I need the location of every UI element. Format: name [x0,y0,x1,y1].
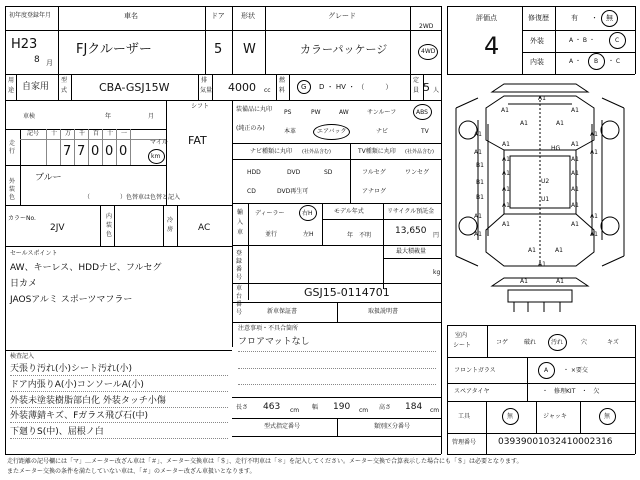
diagram-label: A1 [538,261,546,268]
ac-label: 冷房 [167,217,174,233]
seat-koge: コゲ [496,339,509,346]
recycle-fee-unit: 円 [433,232,440,239]
interior-seat-label-2: シート [453,342,472,349]
exterior-grade-c: C [615,37,620,44]
exterior-color-value: ブルー [35,173,62,183]
capacity-value: 5 [423,81,430,94]
car-name-value: FJクルーザー [76,42,152,57]
equip-leather: 本革 [284,128,297,135]
equip-abs: ABS [416,109,428,116]
equip-aw: AW [339,109,349,116]
car-check-year: 年 [105,113,112,120]
equip-ps: PS [284,109,292,116]
drive-4wd: 4WD [421,48,436,55]
shape-header: 形状 [241,12,255,20]
notes-label: 注意事項・不具合箇所 [238,325,299,332]
tv-analog: アナログ [362,188,387,195]
tv-type-header-sub: (社外品含む) [405,149,434,155]
tools-label: 工具 [458,413,471,420]
diagram-label: A1 [590,149,598,156]
import-label-3: 車 [237,229,244,236]
registration-number-label: 登録番号 [236,250,243,281]
management-number-label: 管理番号 [452,439,477,446]
diagram-label: A1 [538,95,546,102]
max-load-label: 最大積載量 [396,248,427,255]
ac-value: AC [198,223,211,233]
front-bumper [492,84,588,92]
interior-grade-b: B [594,58,599,65]
import-label-2: 入 [237,219,244,226]
width-label: 幅 [312,404,319,411]
max-load-unit: kg [433,269,441,276]
interior-color-label: 内装色 [106,213,113,238]
mileage-digit: 7 [77,144,86,159]
score-value: 4 [484,32,500,60]
height-unit: cm [430,407,440,414]
rear-panel [508,290,572,302]
grade-value: カラーパッケージ [300,43,388,56]
jack-none: 無 [604,413,611,420]
diagram-label: A1 [571,221,579,228]
management-number-value: 03939001032410002316 [498,437,613,447]
navi-cd: CD [247,188,256,195]
sales-point-line: AW、キーレス、HDDナビ、フルセグ [10,263,162,273]
digit-header-10k: 万 [65,130,72,137]
diagram-label: A1 [590,213,598,220]
navi-sd: SD [324,169,333,176]
sales-point-line: 日カメ [10,279,38,289]
car-name-header: 車名 [124,12,138,20]
interior-grade-c: ・ C [608,58,621,65]
use-label-1: 用 [8,77,15,84]
mileage-digit: 0 [91,144,100,159]
door-header: ドア [211,12,225,20]
inspection-line: 天張り汚れ(小)シート汚れ(小) [10,364,133,374]
shift-label: シフト [191,103,210,110]
digit-header-100k: 十 [51,130,58,137]
displacement-label-2: 気量 [200,87,213,94]
tv-type-header: TV種類に丸印 [358,148,396,155]
class-number-label: 類別区分番号 [374,423,411,430]
footer-note-line-2: またメーター交換の条件を満たしていない車は、「＃」のメーター改ざん車扱いとなります。 [7,468,256,475]
import-right-hand: 右H [302,210,313,217]
fuel-other-options: D ・ HV ・ （ ） [319,83,393,91]
recycle-fee-label: リサイクル預託金 [387,208,435,215]
sales-point-line: JAOSアルミ スポーツマフラー [10,295,133,305]
color-no-label: カラーNo. [8,215,36,222]
diagram-label: A1 [528,247,536,254]
displacement-unit: cc [264,87,271,94]
diagram-label: A1 [571,107,579,114]
fuel-label-2: 料 [279,87,286,94]
diagram-label: A1 [571,156,579,163]
inspection-line: 外装未塗装樹脂部白化 外装タッチ小傷 [10,396,166,406]
front-glass-rest: ・ ×要交 [563,367,588,374]
model-label-1: 型 [61,77,68,84]
mileage-digit: 0 [119,144,128,159]
first-reg-month: 8 [34,55,40,65]
diagram-label: A1 [474,131,482,138]
width-unit: cm [359,407,369,414]
navi-type-header-sub: (社外品含む) [302,149,331,155]
diagram-hg-mark: HG [551,145,561,152]
recycle-fee-value: 13,650 [395,226,427,236]
diagram-label: A1 [474,149,482,156]
diagram-label: B1 [476,162,484,169]
diagram-label: A1 [474,231,482,238]
left-side-outline [456,98,478,266]
diagram-label: A1 [501,107,509,114]
diagram-label: A1 [502,221,510,228]
model-value: CBA-GSJ15W [99,81,170,94]
type-designation-label: 型式指定番号 [264,423,301,430]
displacement-label-1: 排 [201,77,208,84]
equip-navi: ナビ [376,128,389,135]
use-value: 自家用 [22,82,50,92]
first-reg-header: 初年度登録年月 [9,12,52,19]
equip-sunroof: サンルーフ [367,109,397,116]
tools-none: 無 [507,413,514,420]
car-check-month: 月 [148,113,155,120]
repair-dot: ・ [591,14,598,22]
repair-yes: 有 [571,14,578,22]
diagram-label: A1 [520,120,528,127]
equip-pw: PW [311,109,321,116]
diagram-label: A1 [571,141,579,148]
front-glass-a: A [544,367,549,374]
wheel-rear-right [601,217,619,235]
digit-header-symbol: 記号 [27,130,40,137]
diagram-label: A1 [556,120,564,127]
use-label-2: 途 [8,87,15,94]
diagram-label: A1 [590,231,598,238]
mileage-digit: 0 [105,144,114,159]
seat-yabure: 破れ [524,339,537,346]
km-label: km [151,153,161,160]
fuel-label-1: 燃 [279,77,286,84]
tv-oneseg: ワンセグ [405,169,430,176]
exterior-color-label: 外装色 [9,178,16,201]
frame-number-label: 車台番号 [236,285,243,316]
seat-kizu: キズ [607,339,619,346]
equip-tv: TV [421,128,429,135]
navi-type-header: ナビ種類に丸印 [250,148,293,155]
navi-dvd: DVD [287,169,301,176]
capacity-label-2: 員 [413,87,420,94]
diagram-label: A1 [520,278,528,285]
shift-value: FAT [188,134,207,147]
running-label: 走行 [9,140,16,155]
diagram-label: U2 [541,178,550,185]
rear-bumper [492,278,588,286]
diagram-label: A1 [571,186,579,193]
owners-manual: 取扱説明書 [368,308,399,315]
import-label-1: 輸 [237,209,244,216]
length-unit: cm [290,407,300,414]
diagram-label: B1 [476,194,484,201]
tv-fullseg: フルセグ [362,169,386,176]
length-label: 長さ [236,404,249,411]
wheel-front-right [601,121,619,139]
diagram-label: A1 [502,156,510,163]
height-label: 高さ [379,404,392,411]
notes-value: フロアマットなし [238,337,310,347]
shape-value: W [243,42,256,57]
equipment-sub: (純正のみ) [236,125,265,132]
import-parallel: 並行 [265,231,278,238]
jack-label: ジャッキ [543,413,567,420]
length-value: 463 [263,402,281,412]
frame-number-value: GSJ15-0114701 [304,286,390,299]
grade-header: グレード [328,12,356,20]
interior-seat-label-1: 室内 [455,332,468,339]
diagram-label: U1 [541,196,550,203]
front-glass-label: フロントガラス [454,367,496,374]
first-reg-month-unit: 月 [46,59,53,67]
capacity-unit: 人 [433,87,440,94]
navi-dvd-playback: DVD再生可 [277,188,309,195]
seat-ana: 穴 [581,339,588,346]
repair-history-label: 修復歴 [528,14,549,22]
diagram-label: A1 [556,278,564,285]
digit-header-10: 十 [107,130,114,137]
inspection-line: 下廻りS(中)、屈根ノ白 [10,427,104,437]
repair-none: 無 [606,14,613,22]
mileage-digit: 7 [63,144,72,159]
diagram-label: A1 [555,247,563,254]
color-change-note: （ ）色替車は色替と記入 [84,194,181,201]
spare-tire-options: ・ 修理KIT ・ 欠 [542,388,600,395]
diagram-label: A1 [590,131,598,138]
interior-grade-label: 内装 [530,58,544,66]
footer-note-line-1: 走行距離の記号欄には「マ」…メーター改ざん車は「＃」、メーター交換車は「＄」、走行不明車は「＊」を記入してください。メーター交換で合算表示した場合にも「＄」は必要となります。 [7,458,523,465]
diagram-label: B1 [476,179,484,186]
import-left-hand: 左H [303,231,314,238]
exterior-grade-options: A ・ B ・ [569,37,595,44]
equipment-label: 装備品に丸印 [236,106,273,113]
diagram-label: A1 [502,141,510,148]
right-side-outline [602,98,624,266]
digit-header-1: 一 [121,130,128,137]
interior-grade-a: A ・ [569,58,582,65]
new-car-warranty: 新車保証書 [267,308,298,315]
inspection-label: 検査記入 [10,353,35,360]
rear-panel-marks [514,302,560,312]
model-year-value: 年 不明 [347,232,372,239]
diagram-label: A1 [502,202,510,209]
mile-label: マイル [150,139,168,146]
digit-header-1k: 千 [79,130,86,137]
color-no-value: 2JV [50,223,65,233]
capacity-label-1: 定 [413,77,420,84]
digit-header-100: 百 [93,130,100,137]
first-reg-year: H23 [11,37,38,52]
inspection-line: ドア内張りA(小)コンソールA(小) [10,380,144,390]
displacement-value: 4000 [228,81,256,94]
height-value: 184 [405,402,423,412]
width-value: 190 [333,402,351,412]
drive-2wd: 2WD [419,23,434,30]
exterior-grade-label: 外装 [530,37,544,45]
equip-airbag: エアバック [317,128,347,135]
diagram-label: A1 [474,213,482,220]
score-label: 評価点 [476,14,497,22]
model-label-2: 式 [61,87,68,94]
diagram-label: A1 [502,170,510,177]
diagram-label: A1 [571,202,579,209]
car-check-label: 車検 [23,113,36,120]
model-year-label: モデル年式 [334,208,364,215]
diagram-label: A1 [571,170,579,177]
inspection-line: 外装薄錆キズ、Fガラス飛び石(中) [10,411,149,421]
seat-yogore: 汚れ [551,339,564,346]
navi-hdd: HDD [247,169,261,176]
sales-points-label: セールスポイント [10,250,58,257]
diagram-label: A1 [502,186,510,193]
spare-tire-label: スペアタイヤ [454,388,490,395]
import-dealer: ディーラー [255,210,285,217]
fuel-gasoline: G [301,83,307,91]
doors-value: 5 [214,42,223,57]
